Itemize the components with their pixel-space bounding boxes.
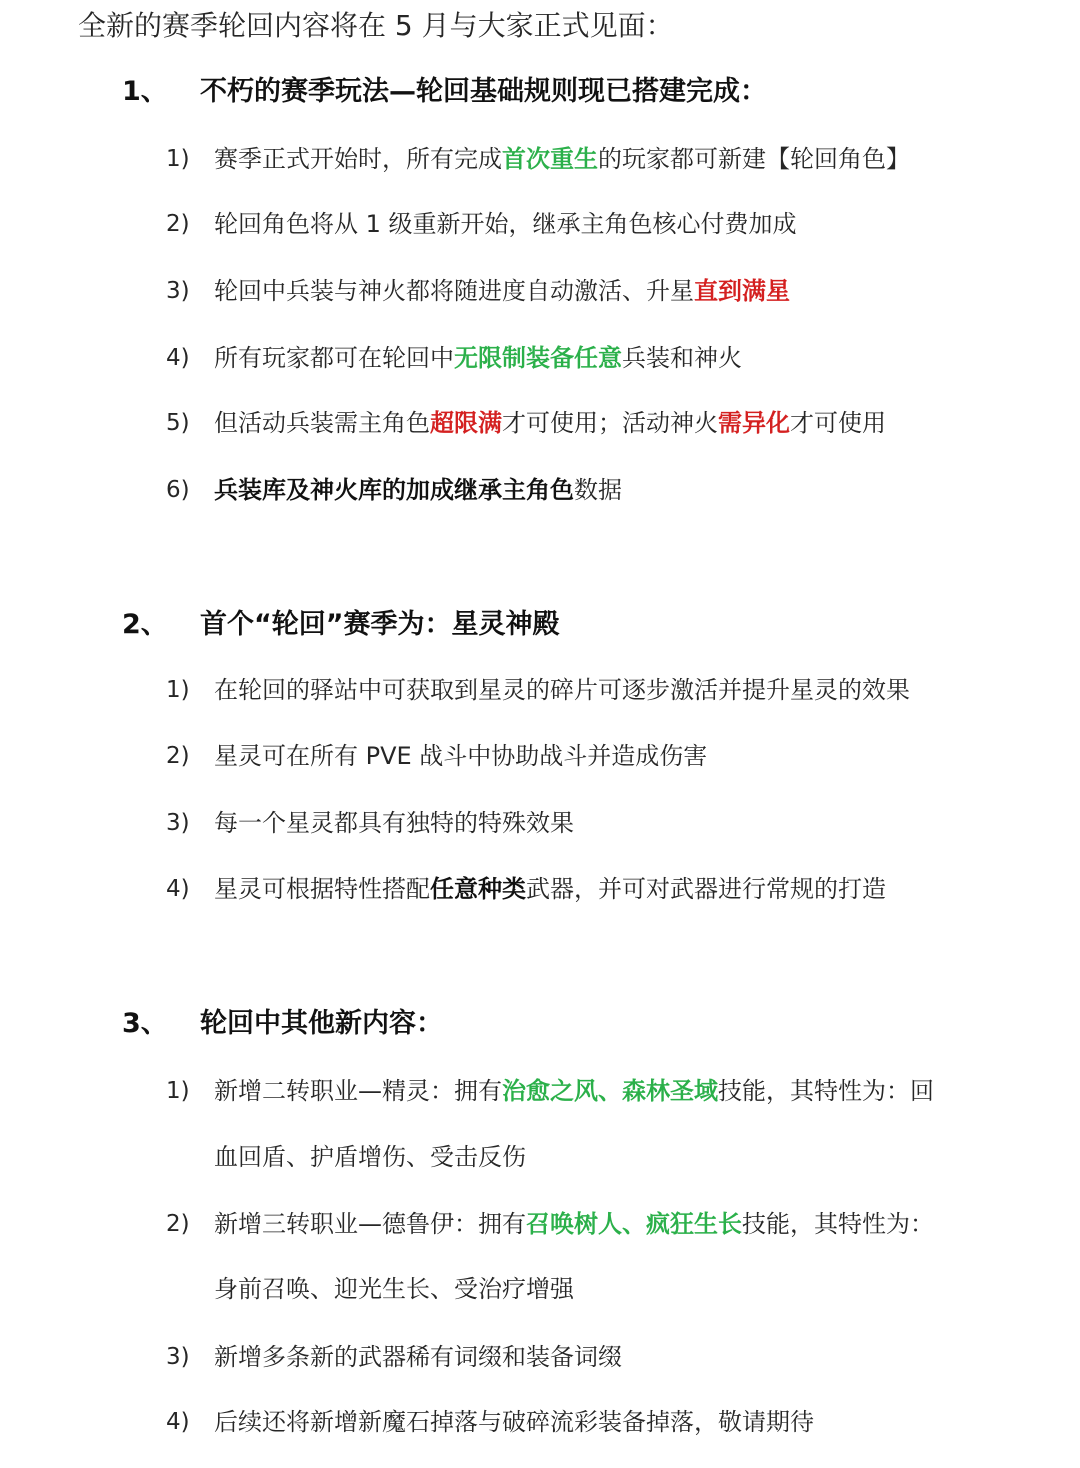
item-number: 2)	[166, 1211, 190, 1237]
item-number: 6)	[166, 477, 190, 503]
item-text: 新增二转职业—精灵：拥有治愈之风、森林圣域技能，其特性为：回	[214, 1077, 934, 1105]
item-text: 新增多条新的武器稀有词缀和装备词缀	[214, 1343, 622, 1371]
highlight-green: 召唤树人、疯狂生长	[526, 1210, 742, 1238]
item-text: 星灵可在所有 PVE 战斗中协助战斗并造成伤害	[214, 742, 708, 770]
item-number: 1)	[166, 146, 190, 172]
highlight-green: 无限制装备任意	[454, 344, 622, 372]
highlight-red: 超限满	[430, 409, 502, 437]
section-number: 1、	[122, 76, 168, 107]
item-text: 轮回角色将从 1 级重新开始，继承主角色核心付费加成	[214, 210, 797, 238]
item-text: 轮回中兵装与神火都将随进度自动激活、升星直到满星	[214, 277, 790, 305]
item-number: 1)	[166, 677, 190, 703]
item-continuation: 身前召唤、迎光生长、受治疗增强	[214, 1275, 574, 1303]
item-number: 2)	[166, 211, 190, 237]
item-number: 3)	[166, 1344, 190, 1370]
section-number: 3、	[122, 1008, 168, 1039]
item-number: 2)	[166, 743, 190, 769]
item-number: 3)	[166, 278, 190, 304]
section-title: 不朽的赛季玩法—轮回基础规则现已搭建完成：	[200, 76, 767, 107]
section-title: 首个“轮回”赛季为：星灵神殿	[200, 609, 560, 640]
highlight-bold: 任意种类	[430, 875, 526, 903]
item-number: 4)	[166, 1409, 190, 1435]
highlight-red: 需异化	[718, 409, 790, 437]
section-title: 轮回中其他新内容：	[200, 1008, 443, 1039]
item-number: 3)	[166, 810, 190, 836]
item-number: 1)	[166, 1078, 190, 1104]
item-text: 后续还将新增新魔石掉落与破碎流彩装备掉落，敬请期待	[214, 1408, 814, 1436]
item-text: 每一个星灵都具有独特的特殊效果	[214, 809, 574, 837]
highlight-green: 首次重生	[502, 145, 598, 173]
item-number: 4)	[166, 345, 190, 371]
item-text: 赛季正式开始时，所有完成首次重生的玩家都可新建【轮回角色】	[214, 145, 910, 173]
highlight-red: 直到满星	[694, 277, 790, 305]
item-text: 星灵可根据特性搭配任意种类武器，并可对武器进行常规的打造	[214, 875, 886, 903]
section-number: 2、	[122, 609, 168, 640]
item-number: 4)	[166, 876, 190, 902]
item-text: 在轮回的驿站中可获取到星灵的碎片可逐步激活并提升星灵的效果	[214, 676, 910, 704]
item-number: 5)	[166, 410, 190, 436]
item-text: 所有玩家都可在轮回中无限制装备任意兵装和神火	[214, 344, 742, 372]
highlight-green: 治愈之风、森林圣域	[502, 1077, 718, 1105]
highlight-bold: 兵装库及神火库的加成继承主角色	[214, 476, 574, 504]
item-continuation: 血回盾、护盾增伤、受击反伤	[214, 1143, 526, 1171]
intro-line: 全新的赛季轮回内容将在 5 月与大家正式见面：	[78, 9, 674, 42]
item-text: 新增三转职业—德鲁伊：拥有召唤树人、疯狂生长技能，其特性为：	[214, 1210, 934, 1238]
item-text: 兵装库及神火库的加成继承主角色数据	[214, 476, 622, 504]
item-text: 但活动兵装需主角色超限满才可使用；活动神火需异化才可使用	[214, 409, 886, 437]
